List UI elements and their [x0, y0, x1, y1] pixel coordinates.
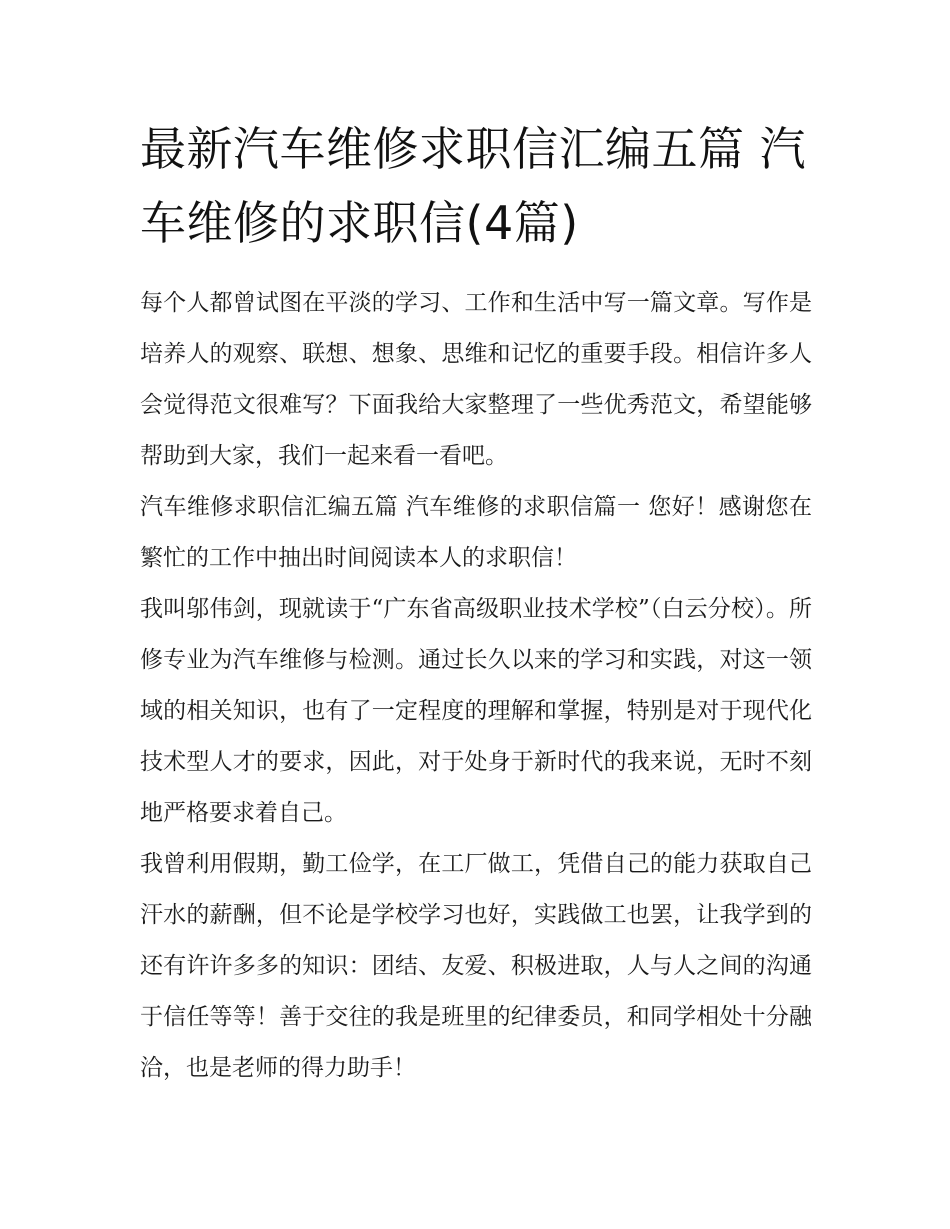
experience-paragraph: 我曾利用假期，勤工俭学，在工厂做工，凭借自己的能力获取自己汗水的薪酬，但不论是学校学习也好，实践做工也罢，让我学到的还有许许多多的知识：团结、友爱、积极进取，人与人之间的沟通于信任等等！善于交往的我是班里的纪律委员，和同学相处十分融洽，也是老师的得力助手！	[140, 851, 812, 1081]
intro-paragraph: 每个人都曾试图在平淡的学习、工作和生活中写一篇文章。写作是培养人的观察、联想、想象、思维和记忆的重要手段。相信许多人会觉得范文很难写？下面我给大家整理了一些优秀范文，希望能够帮助到大家，我们一起来看一看吧。	[140, 290, 812, 469]
document-body	[140, 278, 812, 1094]
self-introduction-paragraph: 我叫邬伟剑，现就读于“广东省高级职业技术学校”（白云分校）。所修专业为汽车维修与检测。通过长久以来的学习和实践，对这一领域的相关知识，也有了一定程度的理解和掌握，特别是对于现代化技术型人才的要求，因此，对于处身于新时代的我来说，无时不刻地严格要求着自己。	[140, 596, 812, 826]
greeting-paragraph: 汽车维修求职信汇编五篇 汽车维修的求职信篇一 您好！感谢您在繁忙的工作中抽出时间阅读本人的求职信！	[140, 494, 812, 571]
document-content	[140, 112, 812, 1094]
document-title: 最新汽车维修求职信汇编五篇 汽车维修的求职信(4篇)	[140, 122, 807, 250]
